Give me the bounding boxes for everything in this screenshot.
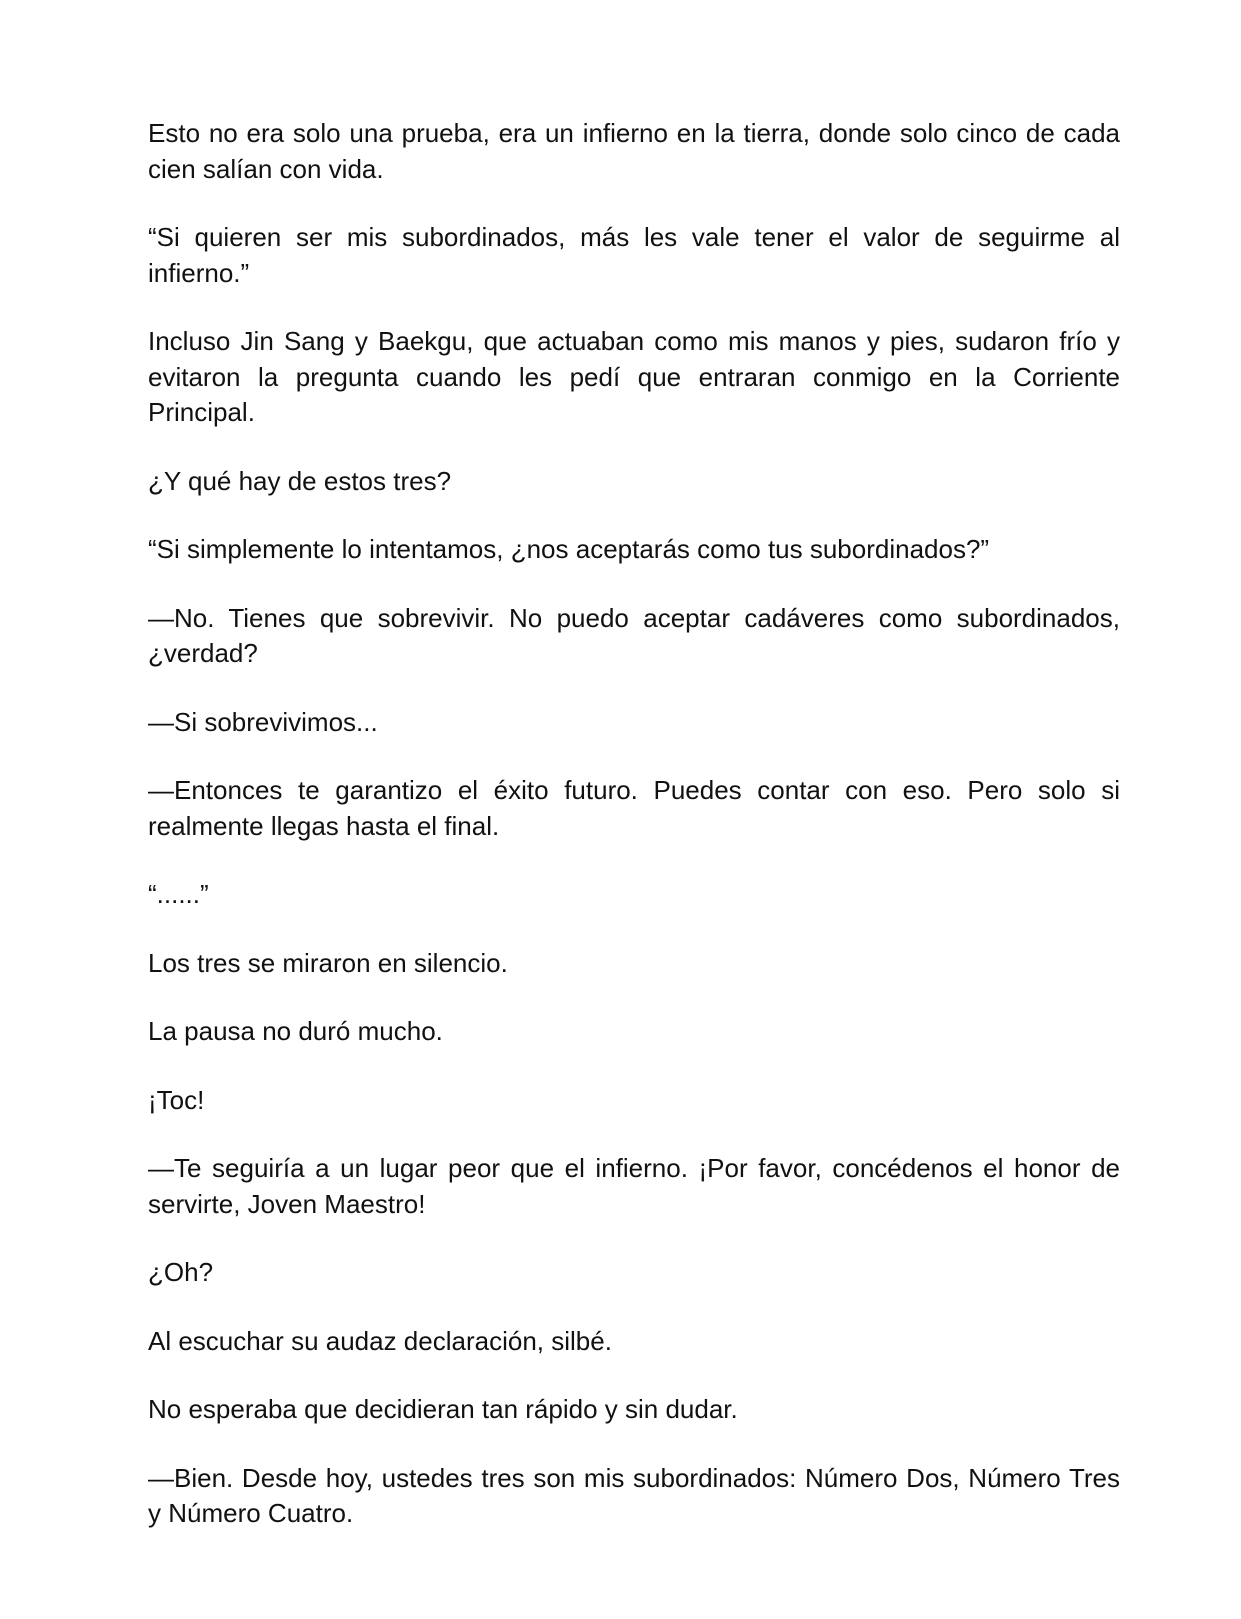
document-page (148, 116, 1120, 1565)
paragraph: —Entonces te garantizo el éxito futuro. Puedes contar con eso. Pero solo si realmente llegas hasta el final. (148, 775, 1120, 841)
paragraph: “Si quieren ser mis subordinados, más les vale tener el valor de seguirme al infierno.” (148, 222, 1120, 288)
paragraph: —Si sobrevivimos... (148, 706, 378, 737)
paragraph: Al escuchar su audaz declaración, silbé. (148, 1325, 612, 1356)
paragraph: No esperaba que decidieran tan rápido y sin dudar. (148, 1394, 738, 1424)
paragraph: Esto no era solo una prueba, era un infierno en la tierra, donde solo cinco de cada cien salían con vida. (148, 118, 1120, 184)
paragraph: ¡Toc! (148, 1084, 205, 1115)
paragraph: “......” (148, 879, 209, 909)
paragraph: Incluso Jin Sang y Baekgu, que actuaban como mis manos y pies, sudaron frío y evitaron la pregunta cuando les pedí que entraran conmigo en la Corriente Principal. (148, 326, 1120, 427)
paragraph: “Si simplemente lo intentamos, ¿nos aceptarás como tus subordinados?” (148, 534, 990, 564)
paragraph: —Te seguiría a un lugar peor que el infierno. ¡Por favor, concédenos el honor de servirte, Joven Maestro! (148, 1153, 1120, 1219)
paragraph: —No. Tienes que sobrevivir. No puedo aceptar cadáveres como subordinados, ¿verdad? (148, 602, 1120, 668)
paragraph: La pausa no duró mucho. (148, 1016, 443, 1046)
paragraph: —Bien. Desde hoy, ustedes tres son mis subordinados: Número Dos, Número Tres y Número Cuatro. (148, 1462, 1120, 1528)
paragraph: ¿Y qué hay de estos tres? (148, 465, 452, 496)
paragraph: ¿Oh? (148, 1257, 214, 1287)
paragraph: Los tres se miraron en silencio. (148, 947, 508, 978)
